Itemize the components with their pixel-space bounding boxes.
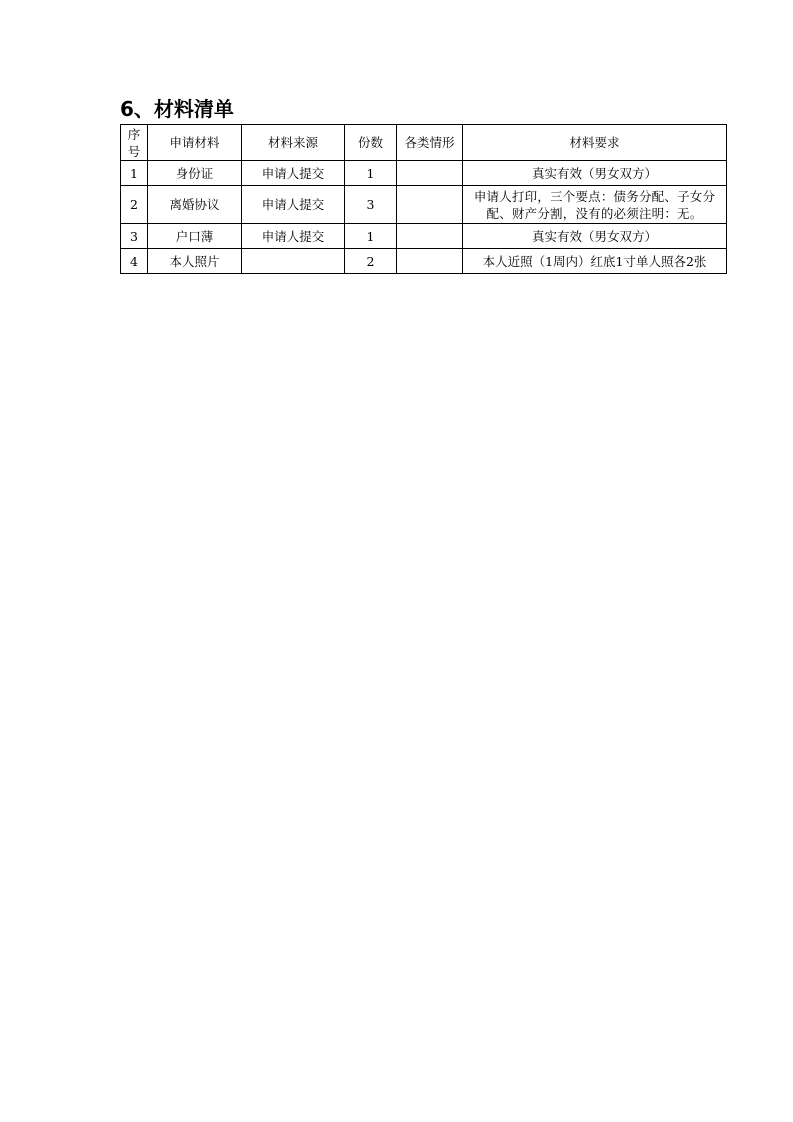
cell-name: 身份证 <box>148 161 242 186</box>
header-cases: 各类情形 <box>397 125 463 161</box>
cell-requirement: 本人近照（1周内）红底1寸单人照各2张 <box>463 249 727 274</box>
cell-requirement: 真实有效（男女双方） <box>463 161 727 186</box>
cell-name: 户口薄 <box>148 224 242 249</box>
cell-requirement: 申请人打印，三个要点：债务分配、子女分配、财产分割，没有的必须注明：无。 <box>463 186 727 224</box>
table-header-row <box>121 125 727 161</box>
cell-cases <box>397 224 463 249</box>
cell-no: 1 <box>121 161 148 186</box>
cell-source: 申请人提交 <box>242 224 345 249</box>
materials-table <box>120 124 727 274</box>
cell-count: 1 <box>345 161 397 186</box>
table-row <box>121 186 727 224</box>
header-count: 份数 <box>345 125 397 161</box>
cell-cases <box>397 161 463 186</box>
cell-count: 3 <box>345 186 397 224</box>
header-no: 序号 <box>121 125 148 161</box>
cell-count: 2 <box>345 249 397 274</box>
cell-cases <box>397 186 463 224</box>
table-row <box>121 161 727 186</box>
cell-count: 1 <box>345 224 397 249</box>
cell-source: 申请人提交 <box>242 186 345 224</box>
cell-cases <box>397 249 463 274</box>
page-title: 6、材料清单 <box>120 97 234 121</box>
table-row <box>121 249 727 274</box>
header-requirement: 材料要求 <box>463 125 727 161</box>
header-name: 申请材料 <box>148 125 242 161</box>
cell-no: 4 <box>121 249 148 274</box>
cell-no: 2 <box>121 186 148 224</box>
cell-requirement: 真实有效（男女双方） <box>463 224 727 249</box>
table-row <box>121 224 727 249</box>
cell-source <box>242 249 345 274</box>
header-source: 材料来源 <box>242 125 345 161</box>
cell-source: 申请人提交 <box>242 161 345 186</box>
cell-name: 本人照片 <box>148 249 242 274</box>
cell-no: 3 <box>121 224 148 249</box>
cell-name: 离婚协议 <box>148 186 242 224</box>
